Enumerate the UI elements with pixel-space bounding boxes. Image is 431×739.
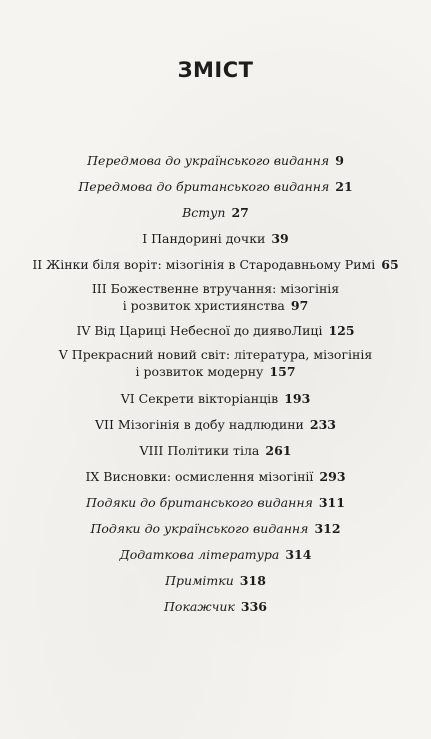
toc-entry [0,256,431,273]
toc-entry [0,598,431,615]
toc-entry-label: Примітки [165,573,234,588]
page-title: ЗМІСТ [177,58,254,82]
toc-entry [0,520,431,537]
toc-entry [0,442,431,459]
toc-entry-label: VII Мізогінія в добу надлюдини [95,417,304,432]
toc-entry [0,204,431,221]
toc-entry-label: VI Секрети вікторіанців [120,391,279,406]
toc-entry-label: Передмова до українського видання [87,153,330,168]
toc-entry [0,280,431,314]
toc-entry [0,390,431,407]
toc-entry-label: VIII Політики тіла [139,443,260,458]
toc-entry [0,416,431,433]
toc-entry-label: I Пандорині дочки [142,231,266,246]
toc-entry-page: 157 [269,364,296,379]
toc-entry [0,572,431,589]
toc-entry-label: Вступ [182,205,226,220]
toc-entry [0,494,431,511]
toc-entry-page: 311 [318,495,345,510]
toc-entry-page: 65 [381,257,399,272]
toc-entry [0,322,431,339]
toc-entry-page: 336 [240,599,267,614]
toc-entry-label: Покажчик [164,599,235,614]
toc-entry [0,546,431,563]
toc-entry-label: III Божественне втручання: мізогінія [91,281,340,296]
toc-entry [0,230,431,247]
toc-entry-label-continued: і розвиток християнства [122,298,285,313]
toc-entry-page: 293 [319,469,346,484]
toc-entry-page: 312 [314,521,341,536]
toc-entry-label: IX Висновки: осмислення мізогінії [85,469,314,484]
toc-entry-page: 27 [231,205,249,220]
toc-entry-page: 39 [271,231,289,246]
toc-entry-label: Подяки до британського видання [86,495,313,510]
toc-entry-label: V Прекрасний новий світ: література, мізогінія [58,347,373,362]
toc-entry-page: 9 [335,153,344,168]
toc-entry-label-continued: і розвиток модерну [135,364,264,379]
toc-entry-label: IV Від Цариці Небесної до диявоЛиці [76,323,323,338]
toc-entry-page: 261 [265,443,292,458]
toc-entry-page: 125 [328,323,355,338]
toc-entry [0,152,431,169]
toc-entry [0,178,431,195]
toc-entry [0,468,431,485]
toc-entry-label: Подяки до українського видання [90,521,309,536]
toc-entry-page: 233 [309,417,336,432]
toc-entry-page: 314 [285,547,312,562]
toc-entry-page: 193 [284,391,311,406]
toc-entry-page: 318 [239,573,266,588]
toc-entry-label: Передмова до британського видання [78,179,330,194]
toc-entry [0,346,431,380]
toc-entry-label: II Жінки біля воріт: мізогінія в Стародавньому Римі [32,257,376,272]
toc-entry-label: Додаткова література [119,547,280,562]
toc-entry-page: 97 [290,298,309,313]
toc-entry-page: 21 [335,179,353,194]
